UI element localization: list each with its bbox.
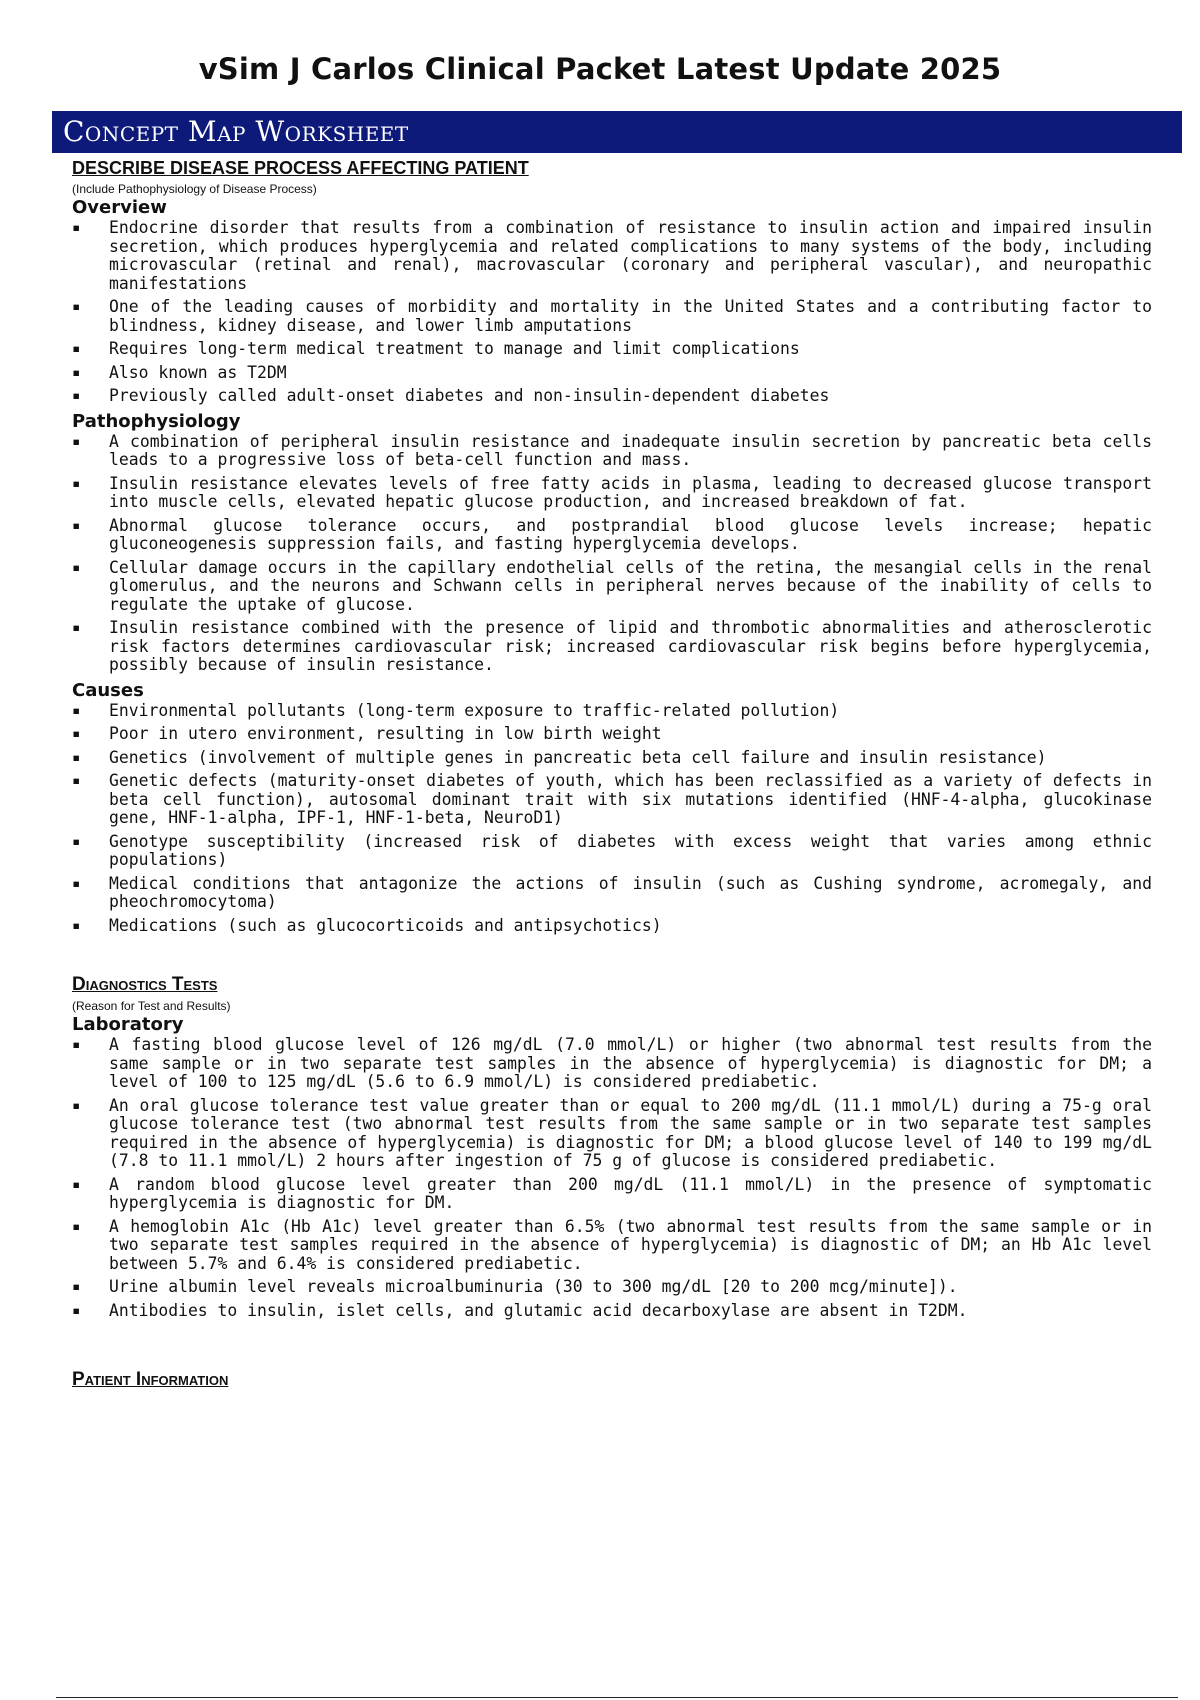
bullet-icon: ▪ bbox=[72, 917, 81, 934]
list-item-text: A combination of peripheral insulin resistance and inadequate insulin secretion by pancreatic beta cells leads to a progressive loss of beta-cell function and mass. bbox=[109, 431, 1152, 469]
list-item bbox=[72, 517, 1152, 554]
list-item bbox=[72, 619, 1152, 675]
list-item-text: Genetic defects (maturity-onset diabetes of youth, which has been reclassified as a variety of defects in beta cell function), autosomal dominant trait with six mutations identified (HNF-4-alpha, glucokinase gene, HNF-1-alpha, IPF-1, HNF-1-beta, NeuroD1) bbox=[109, 771, 1152, 827]
list-item-text: Previously called adult-onset diabetes and non-insulin-dependent diabetes bbox=[109, 386, 830, 405]
list-item bbox=[72, 1036, 1152, 1092]
bullet-icon: ▪ bbox=[72, 341, 81, 357]
list-item bbox=[72, 1302, 1152, 1321]
list-item-text: Poor in utero environment, resulting in low birth weight bbox=[109, 724, 662, 743]
document-title: vSim J Carlos Clinical Packet Latest Update 2025 bbox=[198, 52, 1002, 86]
worksheet-content bbox=[72, 157, 1152, 1391]
banner-title: Concept Map Worksheet bbox=[63, 115, 409, 148]
causes-heading: Causes bbox=[72, 679, 144, 701]
bullet-icon: ▪ bbox=[72, 702, 81, 719]
list-item-text: Genotype susceptibility (increased risk of diabetes with excess weight that varies among ethnic populations) bbox=[109, 831, 1152, 869]
bullet-icon: ▪ bbox=[72, 1302, 81, 1319]
list-item bbox=[72, 298, 1152, 335]
disease-process-subheading: (Include Pathophysiology of Disease Process) bbox=[72, 182, 317, 196]
bullet-icon: ▪ bbox=[72, 773, 81, 789]
bullet-icon: ▪ bbox=[72, 726, 81, 742]
causes-list bbox=[72, 702, 1152, 936]
list-item bbox=[72, 833, 1152, 870]
bullet-icon: ▪ bbox=[72, 433, 81, 450]
list-item bbox=[72, 340, 1152, 359]
list-item-text: Endocrine disorder that results from a combination of resistance to insulin action and impaired insulin secretion, which produces hyperglycemia and related complications to many systems of the body, including microvascular (retinal and renal), macrovascular (coronary and peripheral vascular), and neuropathic manifestations bbox=[109, 218, 1152, 293]
list-item-text: One of the leading causes of morbidity and mortality in the United States and a contributing factor to blindness, kidney disease, and lower limb amputations bbox=[109, 297, 1152, 335]
diagnostics-heading: Diagnostics Tests bbox=[72, 974, 218, 995]
list-item-text: A fasting blood glucose level of 126 mg/dL (7.0 mmol/L) or higher (two abnormal test results from the same sample or in two separate test samples in the absence of hyperglycemia) is diagnostic for DM; a level of 100 to 125 mg/dL (5.6 to 6.9 mmol/L) is considered prediabetic. bbox=[109, 1035, 1152, 1091]
overview-heading: Overview bbox=[72, 197, 167, 218]
bullet-icon: ▪ bbox=[72, 1279, 81, 1295]
list-item bbox=[72, 1097, 1152, 1171]
section-banner bbox=[52, 111, 1182, 153]
diagnostics-subheading: (Reason for Test and Results) bbox=[72, 999, 231, 1013]
pathophysiology-heading: Pathophysiology bbox=[72, 410, 241, 432]
bullet-icon: ▪ bbox=[72, 364, 81, 381]
list-item bbox=[72, 559, 1152, 615]
list-item bbox=[72, 1218, 1152, 1274]
list-item bbox=[72, 1176, 1152, 1213]
bullet-icon: ▪ bbox=[72, 833, 81, 850]
list-item bbox=[72, 875, 1152, 912]
list-item bbox=[72, 364, 1152, 383]
bullet-icon: ▪ bbox=[72, 875, 81, 892]
bullet-icon: ▪ bbox=[72, 1218, 81, 1235]
laboratory-list bbox=[72, 1036, 1152, 1320]
pathophysiology-list bbox=[72, 433, 1152, 675]
list-item bbox=[72, 219, 1152, 293]
list-item bbox=[72, 702, 1152, 721]
bullet-icon: ▪ bbox=[72, 299, 81, 315]
list-item-text: A hemoglobin A1c (Hb A1c) level greater than 6.5% (two abnormal test results from the same sample or in two separate test samples required in the absence of hyperglycemia) is diagnostic of DM; an Hb A1c level between 5.7% and 6.4% is considered prediabetic. bbox=[109, 1216, 1152, 1273]
list-item-text: Medications (such as glucocorticoids and antipsychotics) bbox=[109, 915, 662, 935]
list-item-text: Insulin resistance combined with the presence of lipid and thrombotic abnormalities and atherosclerotic risk factors determines cardiovascular risk; increased cardiovascular risk begins before hyperglycemia, possibly because of insulin resistance. bbox=[109, 618, 1152, 674]
overview-list bbox=[72, 219, 1152, 406]
list-item bbox=[72, 749, 1152, 768]
bullet-icon: ▪ bbox=[72, 1176, 81, 1193]
bullet-icon: ▪ bbox=[72, 220, 81, 236]
list-item-text: Cellular damage occurs in the capillary endothelial cells of the retina, the mesangial cells in the renal glomerulus, and the neurons and Schwann cells in peripheral nerves because of the inability of cells to regulate the uptake of glucose. bbox=[109, 557, 1152, 614]
list-item-text: An oral glucose tolerance test value greater than or equal to 200 mg/dL (11.1 mmol/L) during a 75-g oral glucose tolerance test (two abnormal test results from the same sample or in two separate test samples required in the absence of hyperglycemia) is diagnostic for DM; a blood glucose level of 140 to 199 mg/dL (7.8 to 11.1 mmol/L) 2 hours after ingestion of 75 g of glucose is considered prediabetic. bbox=[109, 1095, 1152, 1170]
list-item-text: Medical conditions that antagonize the actions of insulin (such as Cushing syndrome, acromegaly, and pheochromocytoma) bbox=[109, 873, 1152, 911]
bullet-icon: ▪ bbox=[72, 1097, 81, 1114]
bullet-icon: ▪ bbox=[72, 620, 81, 636]
laboratory-heading: Laboratory bbox=[72, 1014, 184, 1035]
bullet-icon: ▪ bbox=[72, 749, 81, 766]
list-item-text: A random blood glucose level greater than 200 mg/dL (11.1 mmol/L) in the presence of symptomatic hyperglycemia is diagnostic for DM. bbox=[109, 1174, 1152, 1212]
list-item bbox=[72, 772, 1152, 828]
list-item bbox=[72, 725, 1152, 744]
bullet-icon: ▪ bbox=[72, 559, 81, 576]
disease-process-heading: DESCRIBE DISEASE PROCESS AFFECTING PATIENT bbox=[72, 158, 529, 178]
list-item bbox=[72, 1278, 1152, 1297]
list-item-text: Also known as T2DM bbox=[109, 362, 287, 382]
bullet-icon: ▪ bbox=[72, 517, 81, 534]
list-item-text: Environmental pollutants (long-term exposure to traffic-related pollution) bbox=[109, 700, 840, 720]
list-item-text: Antibodies to insulin, islet cells, and glutamic acid decarboxylase are absent in T2DM. bbox=[109, 1300, 968, 1320]
patient-information-heading: Patient Information bbox=[72, 1369, 229, 1390]
list-item-text: Urine albumin level reveals microalbuminuria (30 to 300 mg/dL [20 to 200 mcg/minute]). bbox=[109, 1277, 958, 1296]
list-item bbox=[72, 387, 1152, 406]
list-item bbox=[72, 433, 1152, 470]
bullet-icon: ▪ bbox=[72, 1037, 81, 1053]
list-item-text: Requires long-term medical treatment to manage and limit complications bbox=[109, 339, 800, 358]
bullet-icon: ▪ bbox=[72, 388, 81, 404]
list-item-text: Abnormal glucose tolerance occurs, and postprandial blood glucose levels increase; hepatic gluconeogenesis suppression fails, and fasting hyperglycemia develops. bbox=[109, 515, 1152, 553]
list-item bbox=[72, 475, 1152, 512]
footer-divider bbox=[56, 1697, 1178, 1698]
list-item-text: Genetics (involvement of multiple genes in pancreatic beta cell failure and insulin resistance) bbox=[109, 747, 1047, 767]
list-item bbox=[72, 917, 1152, 936]
bullet-icon: ▪ bbox=[72, 475, 81, 492]
list-item-text: Insulin resistance elevates levels of free fatty acids in plasma, leading to decreased glucose transport into muscle cells, elevated hepatic glucose production, and increased breakdown of fat. bbox=[109, 473, 1152, 511]
